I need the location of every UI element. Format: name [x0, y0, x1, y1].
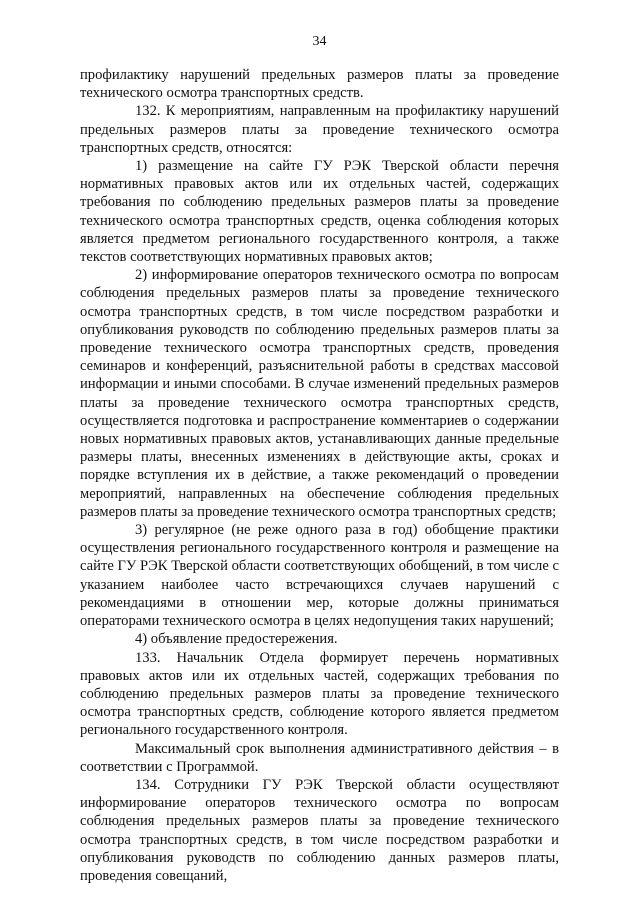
- document-body: [80, 66, 559, 885]
- list-item-4: 4) объявление предостережения.: [135, 631, 338, 648]
- paragraph-deadline: Максимальный срок выполнения административного действия – в соответствии с Программой.: [80, 740, 559, 775]
- list-item-2: 2) информирование операторов технического осмотра по вопросам соблюдения предельных размеров платы за проведение технического осмотра транспортных средств, в том числе посредством разработки и опубликования руководств по соблюдению предельных размеров платы за проведение технического осмотра транспортных средств, проведения семинаров и конференций, разъяснительной работы в средствах массовой информации и иными способами. В случае изменений предельных размеров платы за проведение технического осмотра транспортных средств, осуществляется подготовка и распространение комментариев о содержании новых нормативных правовых актов, устанавливающих данные предельные размеры платы, внесенных изменениях в действующие акты, сроках и порядке вступления их в действие, а также рекомендаций о проведении мероприятий, направленных на обеспечение соблюдения предельных размеров платы за проведение технического осмотра транспортных средств;: [80, 267, 559, 520]
- paragraph-133: 133. Начальник Отдела формирует перечень нормативных правовых актов или их отдельных частей, содержащих требования по соблюдению предельных размеров платы за проведение технического осмотра транспортных средств, соблюдение которого является предметом регионального государственного контроля.: [80, 649, 559, 739]
- list-item-1: 1) размещение на сайте ГУ РЭК Тверской области перечня нормативных правовых актов или их отдельных частей, содержащих требования по соблюдению предельных размеров платы за проведение технического осмотра транспортных средств, оценка соблюдения которых является предметом регионального государственного контроля, а также текстов соответствующих нормативных правовых актов;: [80, 158, 559, 266]
- paragraph-continuation: профилактику нарушений предельных размеров платы за проведение технического осмотра транспортных средств.: [80, 67, 559, 102]
- page-number: 34: [312, 34, 327, 49]
- paragraph-132: 132. К мероприятиям, направленным на профилактику нарушений предельных размеров платы за проведение технического осмотра транспортных средств, относятся:: [80, 103, 559, 156]
- paragraph-134: 134. Сотрудники ГУ РЭК Тверской области осуществляют информирование операторов технического осмотра по вопросам соблюдения предельных размеров платы за проведение технического осмотра транспортных средств, в том числе посредством разработки и опубликования руководств по соблюдению данных размеров платы, проведения совещаний,: [80, 776, 559, 884]
- list-item-3: 3) регулярное (не реже одного раза в год) обобщение практики осуществления регионального государственного контроля и размещение на сайте ГУ РЭК Тверской области соответствующих обобщений, в том числе с указанием наиболее часто встречающихся случаев нарушений с рекомендациями в отношении мер, которые должны приниматься операторами технического осмотра в целях недопущения таких нарушений;: [80, 522, 559, 630]
